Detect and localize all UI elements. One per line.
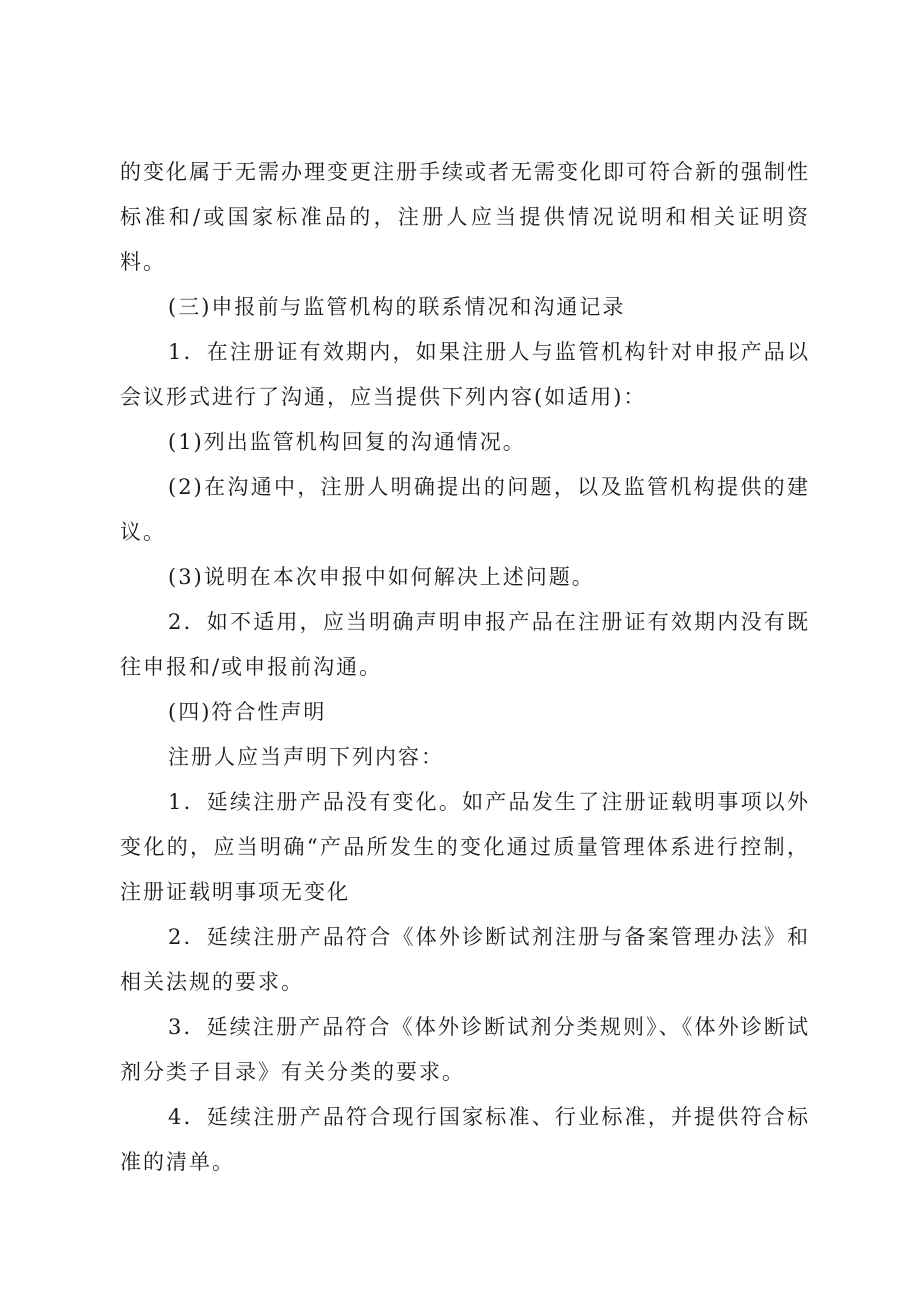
paragraph-continuation: 的变化属于无需办理变更注册手续或者无需变化即可符合新的强制性标准和/或国家标准品的，注册人应当提供情况说明和相关证明资料。 [120, 160, 810, 274]
paragraph-declaration-1: 1．延续注册产品没有变化。如产品发生了注册证载明事项以外变化的，应当明确“产品所发生的变化通过质量管理体系进行控制，注册证载明事项无变化 [120, 790, 810, 904]
paragraph-item-1: 1．在注册证有效期内，如果注册人与监管机构针对申报产品以会议形式进行了沟通，应当提供下列内容(如适用)： [120, 340, 810, 409]
paragraph-declaration-4: 4．延续注册产品符合现行国家标准、行业标准，并提供符合标准的清单。 [120, 1105, 810, 1174]
section-heading-3: (三)申报前与监管机构的联系情况和沟通记录 [168, 295, 626, 319]
paragraph-subitem-1: (1)列出监管机构回复的沟通情况。 [168, 430, 526, 454]
document-body [120, 150, 810, 1185]
paragraph-intro: 注册人应当声明下列内容： [168, 745, 444, 769]
section-heading-4: (四)符合性声明 [168, 700, 327, 724]
paragraph-subitem-3: (3)说明在本次申报中如何解决上述问题。 [168, 565, 595, 589]
paragraph-declaration-3: 3．延续注册产品符合《体外诊断试剂分类规则》、《体外诊断试剂分类子目录》有关分类的要求。 [120, 1015, 810, 1084]
paragraph-subitem-2: (2)在沟通中，注册人明确提出的问题，以及监管机构提供的建议。 [120, 475, 810, 544]
paragraph-item-2: 2．如不适用，应当明确声明申报产品在注册证有效期内没有既往申报和/或申报前沟通。 [120, 610, 810, 679]
paragraph-declaration-2: 2．延续注册产品符合《体外诊断试剂注册与备案管理办法》和相关法规的要求。 [120, 925, 810, 994]
